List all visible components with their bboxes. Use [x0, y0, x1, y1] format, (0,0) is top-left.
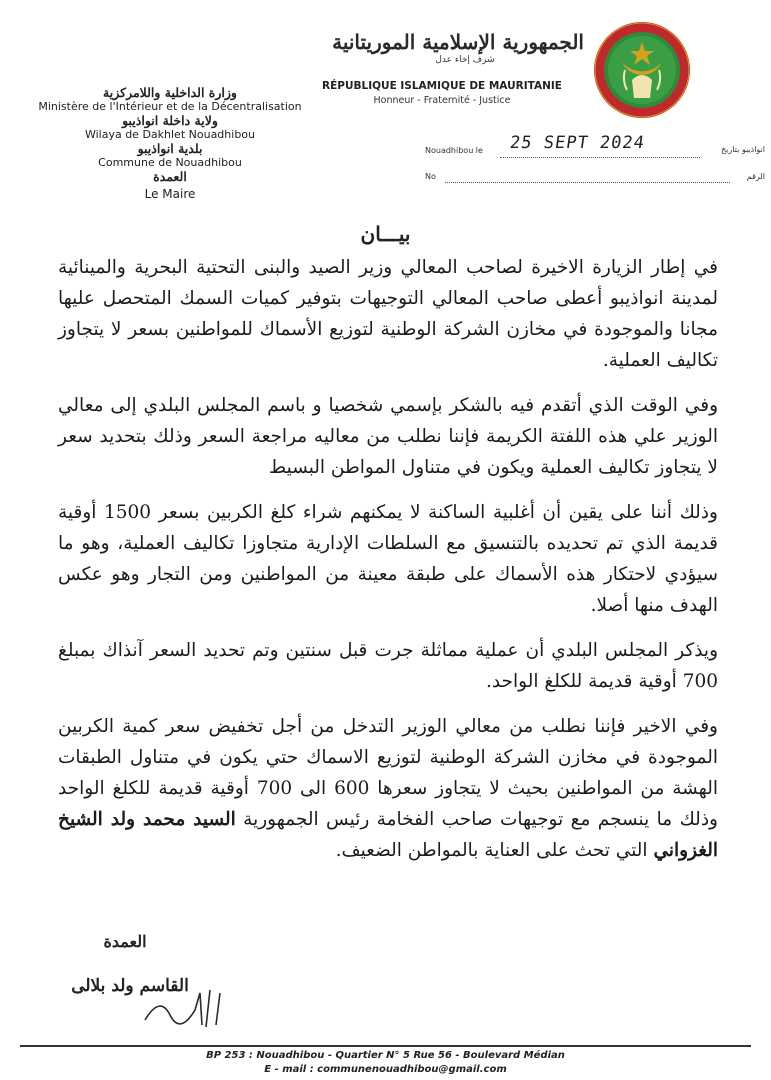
date-label-french: Nouadhibou le: [425, 146, 483, 155]
paragraph-1: في إطار الزيارة الاخيرة لصاحب المعالي وزير الصيد والبنى التحتية البحرية والمينائية لمدينة انواذيبو أعطى صاحب المعالي التوجيهات بتوفير كميات السمك المتحصل عليها مجانا والموجودة في مخازن الشركة الوطنية لتوزيع الأسماك للمواطنين بسعر لا يتجاوز تكاليف العملية.: [58, 257, 718, 371]
statement-body: [58, 252, 718, 880]
maire-french: Le Maire: [144, 187, 196, 201]
paragraph-5-part-c: التي تحث على العناية بالمواطن الضعيف.: [335, 840, 654, 861]
motto-arabic: شرف إخاء عدل: [435, 55, 495, 65]
maire-arabic: العمدة: [153, 169, 187, 184]
wilaya-arabic: ولاية داخلة انواذيبو: [122, 113, 218, 128]
wilaya-french: Wilaya de Dakhlet Nouadhibou: [84, 128, 256, 141]
paragraph-4: ويذكر المجلس البلدي أن عملية مماثلة جرت قبل سنتين وتم تحديد السعر آنذاك بمبلغ 700 أوقية قديمة للكلغ الواحد.: [58, 640, 718, 692]
paragraph-5: [58, 711, 718, 866]
date-value: 25 SEPT 2024: [508, 133, 647, 153]
ministry-arabic: وزارة الداخلية واللامركزية: [103, 85, 237, 100]
document-title: بيـــان: [360, 222, 411, 246]
republic-name-french: RÉPUBLIQUE ISLAMIQUE DE MAURITANIE: [322, 80, 562, 92]
commune-french: Commune de Nouadhibou: [98, 156, 242, 169]
date-label-arabic: انواذيبو بتاريخ: [720, 145, 765, 154]
reference-label-french: No: [425, 172, 436, 181]
commune-arabic: بلدية انواذيبو: [137, 141, 203, 156]
footer-address: BP 253 : Nouadhibou - Quartier N° 5 Rue 56 - Boulevard Médian: [206, 1050, 565, 1061]
issuer-block: [20, 85, 320, 202]
reference-row: [425, 170, 765, 186]
footer-divider: [20, 1045, 751, 1047]
president-name: السيد محمد ولد الشيخ الغزواني: [58, 809, 718, 861]
republic-seal-icon: [592, 20, 692, 120]
handwritten-signature-icon: [140, 985, 250, 1030]
signatory-name: القاسم ولد بلالى: [71, 976, 189, 996]
signature-title: العمدة: [103, 932, 147, 951]
motto-french: Honneur - Fraternité - Justice: [373, 95, 511, 106]
date-row: [425, 133, 765, 163]
reference-dotted-line: [445, 182, 730, 183]
ministry-french: Ministère de l'Intérieur et de la Décentralisation: [38, 100, 302, 113]
reference-label-arabic: الرقم: [746, 172, 765, 181]
republic-name-arabic: الجمهورية الإسلامية الموريتانية: [332, 30, 584, 54]
paragraph-3: وذلك أننا على يقين أن أغلبية الساكنة لا يمكنهم شراء كلغ الكربين بسعر 1500 أوقية قديمة الذي تم تحديده بالتنسيق مع السلطات الإدارية متجاوزا تكاليف العملية، وهو ما سيؤدي لاحتكار هذه الأسماك على طبقة معينة من المواطنين ومن التجار وهو عكس الهدف منها أصلا.: [58, 502, 718, 616]
paragraph-5-part-a: وفي الاخير فإننا نطلب من معالي الوزير التدخل من أجل تخفيض سعر كمية الكربين الموجودة في مخازن الشركة الوطنية لتوزيع الاسماك حتي يكون في متناول الطبقات الهشة من المواطنين بحيث لا يتجاوز سعرها 600 الى 700 أوقية قديمة للكلغ الواحد وذلك ما ينسجم مع توجيهات صاحب الفخامة رئيس الجمهورية: [58, 716, 718, 830]
footer-email: E - mail : communenouadhibou@gmail.com: [264, 1064, 507, 1075]
paragraph-2: وفي الوقت الذي أتقدم فيه بالشكر بإسمي شخصيا و باسم المجلس البلدي إلى معالي الوزير علي هذه اللفتة الكريمة فإننا نطلب من معاليه مراجعة السعر وذلك بتحديد سعر لا يتجاوز تكاليف العملية ويكون في متناول المواطن البسيط: [58, 395, 718, 478]
date-dotted-line: [500, 157, 700, 158]
